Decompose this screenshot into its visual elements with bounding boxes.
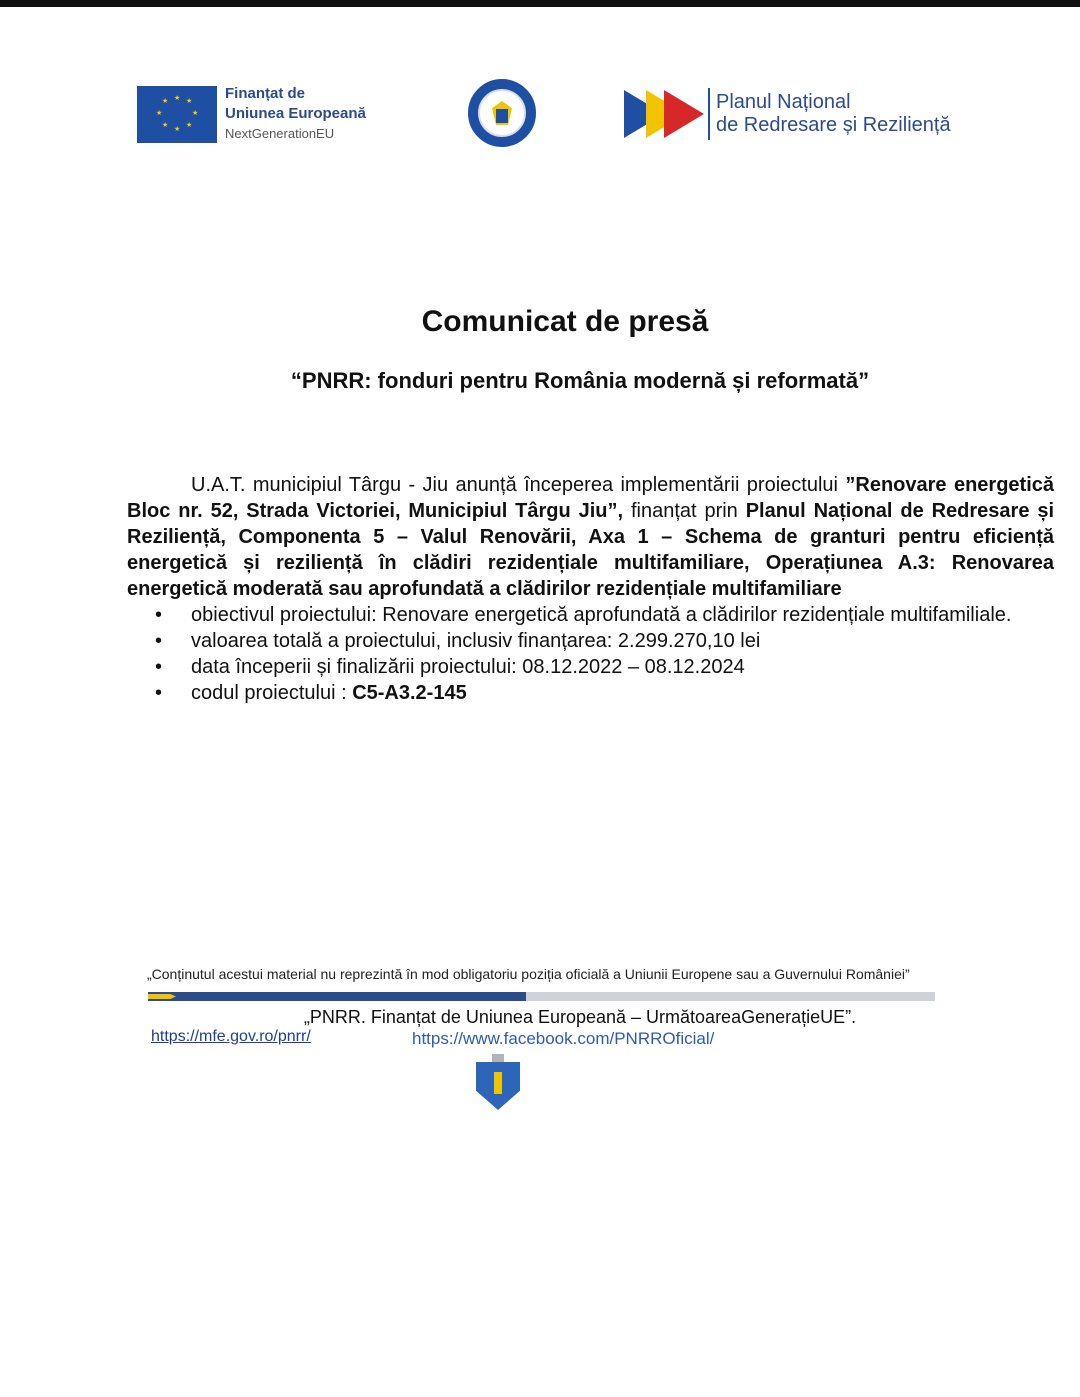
eu-line2: Uniunea Europeană <box>225 105 366 122</box>
list-item-code <box>127 680 1043 706</box>
top-border <box>0 0 1080 7</box>
eu-line3: NextGenerationEU <box>225 126 335 141</box>
pnrr-arrows-icon <box>624 90 704 138</box>
project-name: ”Renovare energetică Bloc nr. 52, Strada Victoriei, Municipiul Târgu Jiu”, <box>127 474 1054 522</box>
list-item-objective: • obiectivul proiectului: Renovare energetică aprofundată a clădirilor rezidențiale multifamiliale. <box>127 602 1043 628</box>
list-item-value: • valoarea totală a proiectului, inclusiv finanțarea: 2.299.270,10 lei <box>127 628 1043 654</box>
footer-divider <box>148 992 935 1001</box>
pnrr-line1: Planul Național <box>716 91 851 113</box>
targu-jiu-coat-of-arms-icon <box>476 1054 520 1110</box>
code-label: codul proiectului : <box>191 682 353 704</box>
list-item-dates: • data începerii și finalizării proiectului: 08.12.2022 – 08.12.2024 <box>127 654 1043 680</box>
pnrr-divider <box>708 88 710 140</box>
footer-slogan: „PNRR. Finanțat de Uniunea Europeană – UrmătoareaGenerațieUE”. <box>303 1007 857 1027</box>
romanian-government-seal-icon <box>468 79 536 147</box>
disclaimer-text: „Conținutul acestui material nu reprezintă în mod obligatoriu poziția oficială a Uniunii Europene sau a Guvernului României” <box>147 966 910 982</box>
page-subtitle: “PNRR: fonduri pentru România modernă și reformată” <box>290 368 870 393</box>
page-title: Comunicat de presă <box>421 305 709 338</box>
press-release-body <box>127 472 1054 706</box>
mfe-link[interactable]: https://mfe.gov.ro/pnrr/ <box>151 1028 311 1045</box>
pnrr-line2: de Redresare și Reziliență <box>716 114 951 136</box>
intro-part2: finanțat prin <box>623 500 746 522</box>
facebook-link[interactable]: https://www.facebook.com/PNRROficial/ <box>412 1029 715 1048</box>
pnrr-text <box>716 91 951 137</box>
eu-flag-icon: ★ ★ ★ ★ ★ ★ ★ ★ <box>137 86 217 143</box>
project-details-list <box>127 602 1054 706</box>
code-value: C5-A3.2-145 <box>352 682 467 704</box>
eu-line1: Finanțat de <box>225 85 306 102</box>
intro-part1: U.A.T. municipiul Târgu - Jiu anunță începerea implementării proiectului <box>191 474 846 496</box>
pnrr-logo <box>624 88 951 140</box>
program-name: Planul Național de Redresare și Reziliență, Componenta 5 – Valul Renovării, Axa 1 – Schema de granturi pentru eficiență energetică și reziliență în clădiri rezidențiale multifamiliare, Operațiunea A.3: Renovarea energetică moderată sau aprofundată a clădirilor rezidențiale multifamiliare <box>127 500 1055 600</box>
eu-funding-logo <box>137 84 366 144</box>
intro-paragraph <box>127 472 1054 602</box>
eu-funding-text <box>225 84 366 144</box>
